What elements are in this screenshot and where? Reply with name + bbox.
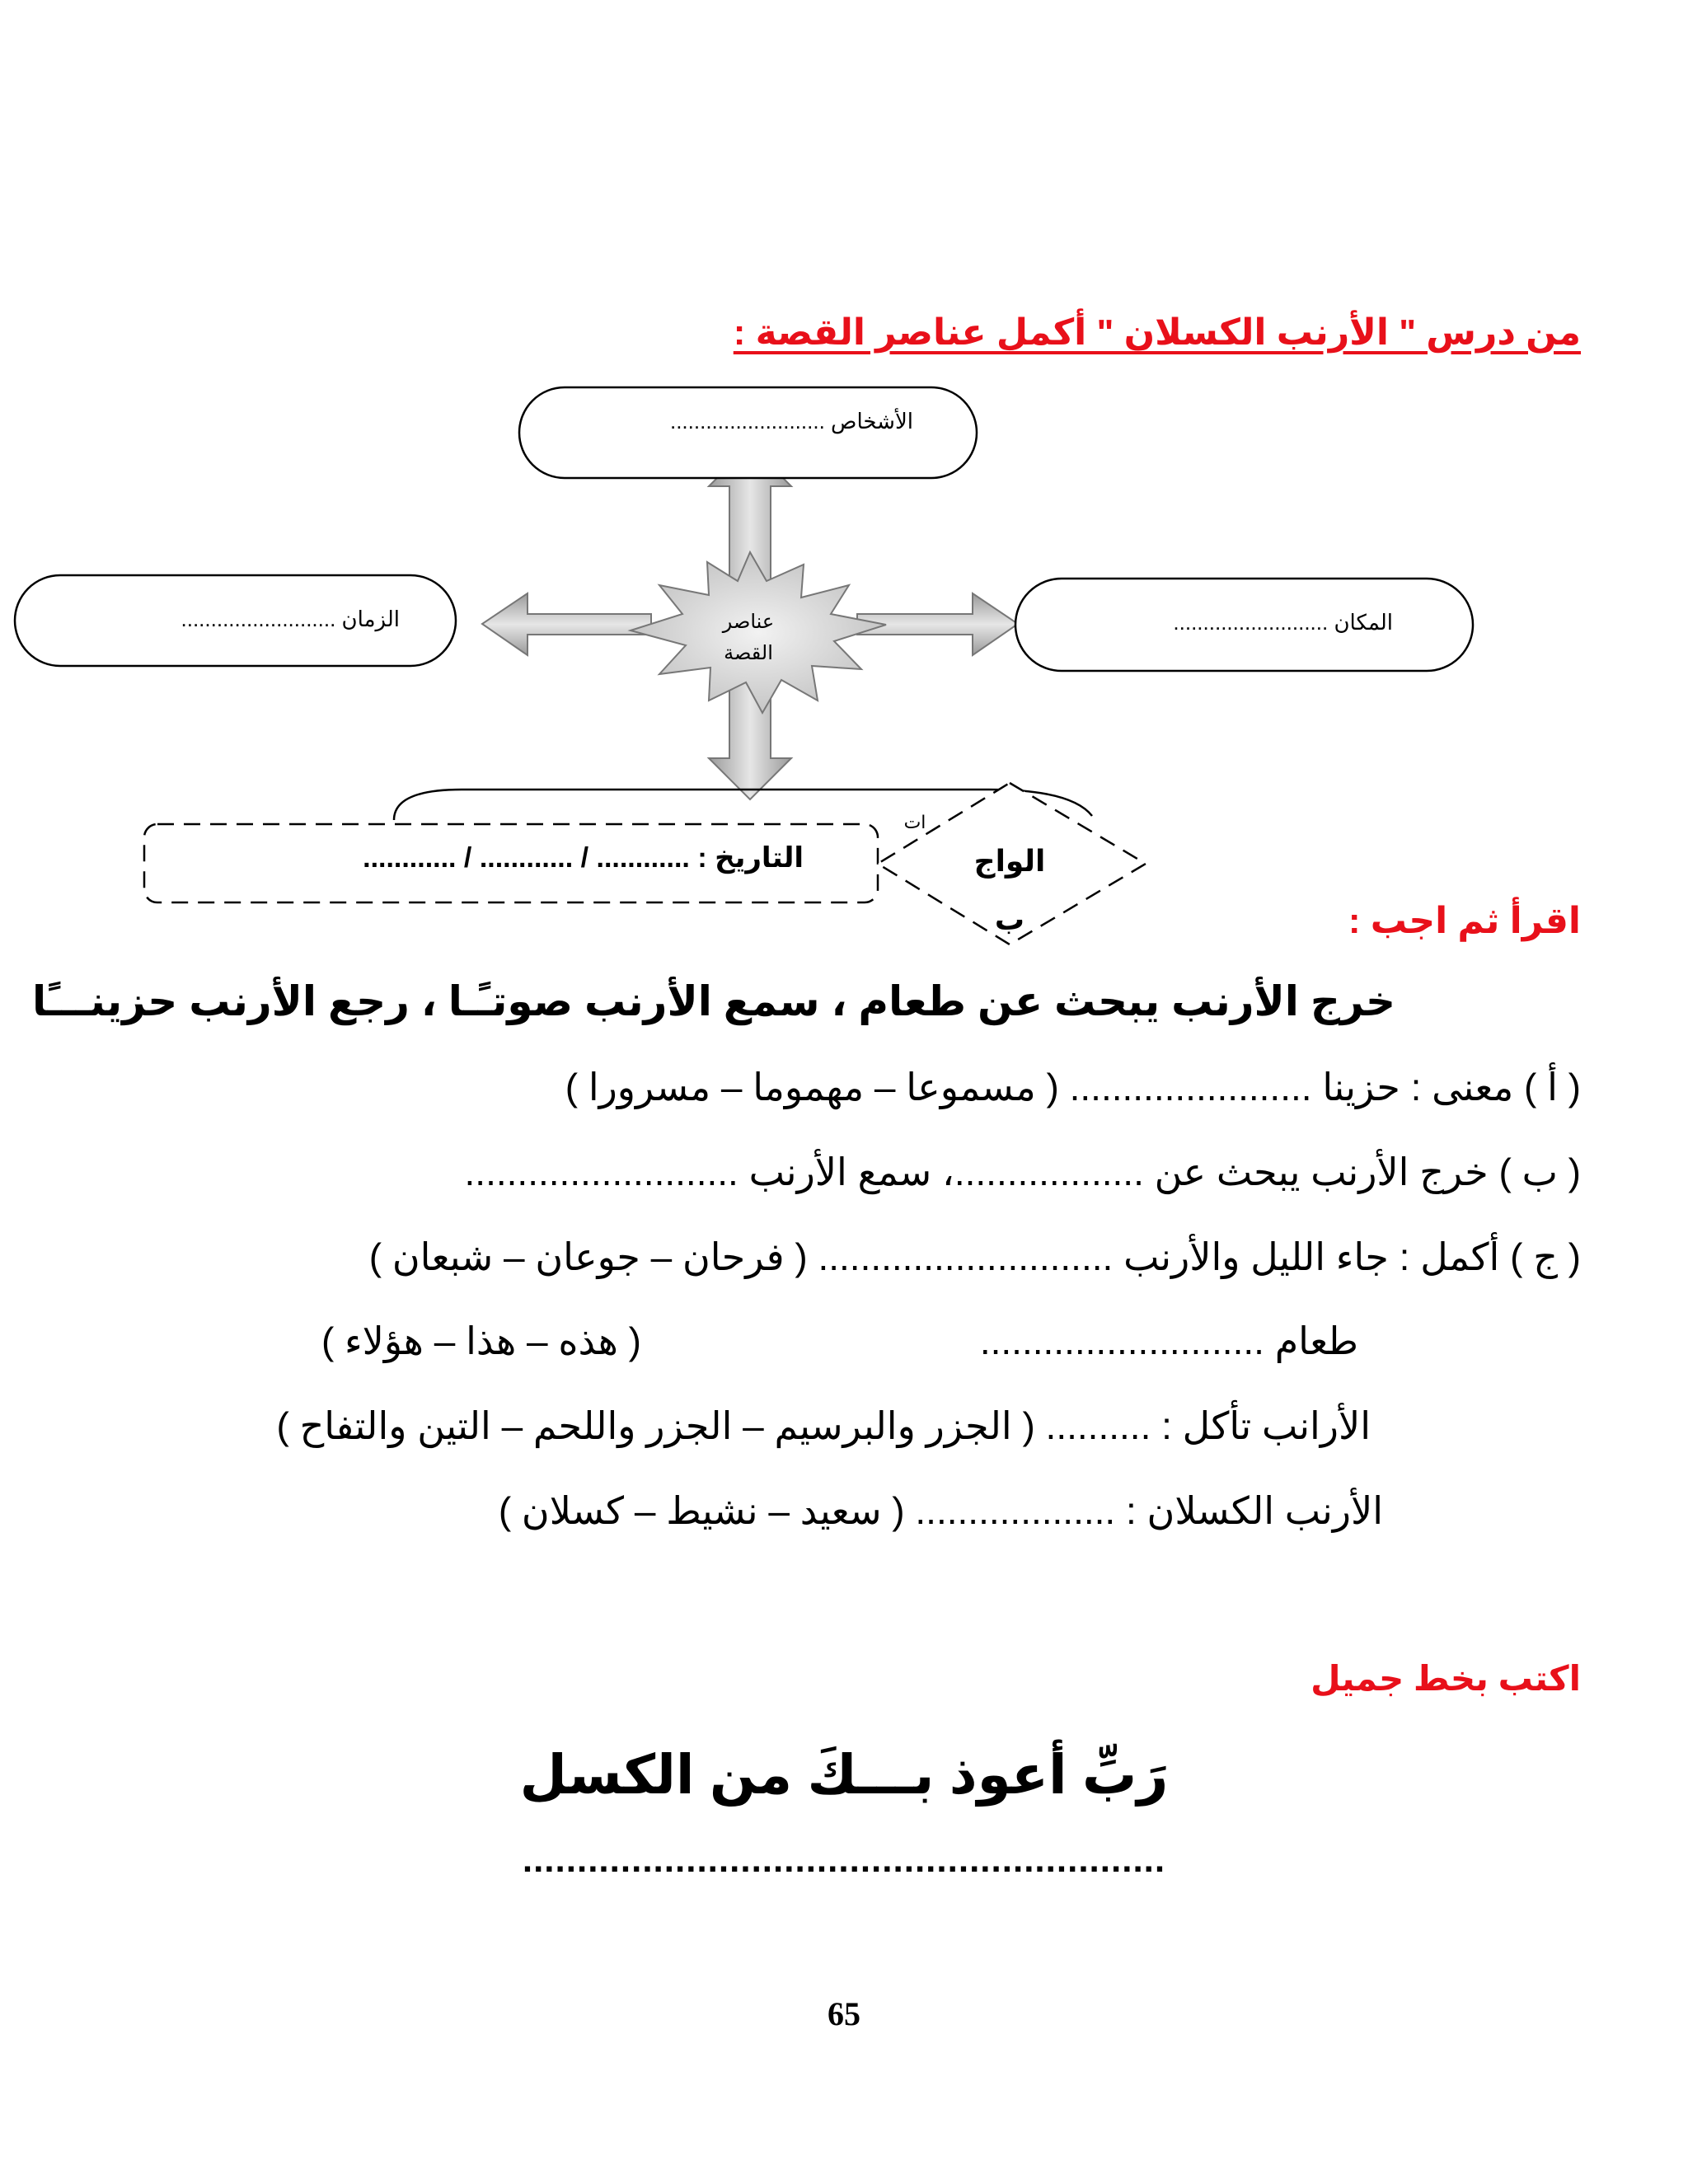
question-c: ( ج ) أكمل : جاء الليل والأرنب ............................ ( فرحان – جوعان – شبعان ) [368,1235,1581,1278]
homework-label-2: ب [994,902,1025,936]
center-label-2: القصة [724,642,773,664]
page-number: 65 [828,1995,860,2032]
question-c2-options: ( هذه – هذا – هؤلاء ) [321,1319,641,1362]
story-elements-diagram [0,363,1688,972]
section1-title: من درس " الأرنب الكسلان " أكمل عناصر القصة : [733,312,1581,353]
people-label: الأشخاص .......................... [669,409,913,434]
date-label: التاريخ : ............ / ............ / ............ [363,842,804,874]
question-c3: الأرانب تأكل : .......... ( الجزر والبرسيم – الجزر واللحم – التين والتفاح ) [276,1404,1371,1447]
place-label: المكان .......................... [1173,610,1393,635]
question-c2-blank: طعام ........................... [979,1319,1358,1362]
arrow-left-shape [482,593,651,655]
center-label-1: عناصر [722,611,775,633]
section3-title: اكتب بخط جميل [1311,1659,1581,1698]
question-c4: الأرنب الكسلان : ................... ( سعيد – نشيط – كسلان ) [498,1489,1383,1532]
homework-label-1: الواج [973,844,1046,878]
question-a: ( أ ) معنى : حزينا ....................... ( مسموعا – مهموما – مسرورا ) [565,1066,1581,1108]
calligraphy-phrase: رَبِّ أعوذ بـــكَ من الكسل [519,1744,1169,1805]
question-b: ( ب ) خرج الأرنب يبحث عن ..................، سمع الأرنب .......................... [464,1151,1581,1193]
time-label: الزمان .......................... [181,607,400,631]
section2-title: اقرأ ثم اجب : [1348,901,1581,941]
writing-line: ........................................................... [522,1840,1166,1880]
homework-small-note: ات [903,812,926,832]
passage-text: خرج الأرنب يبحث عن طعام ، سمع الأرنب صوتـًـا ، رجع الأرنب حزينـــًا [31,978,1395,1024]
